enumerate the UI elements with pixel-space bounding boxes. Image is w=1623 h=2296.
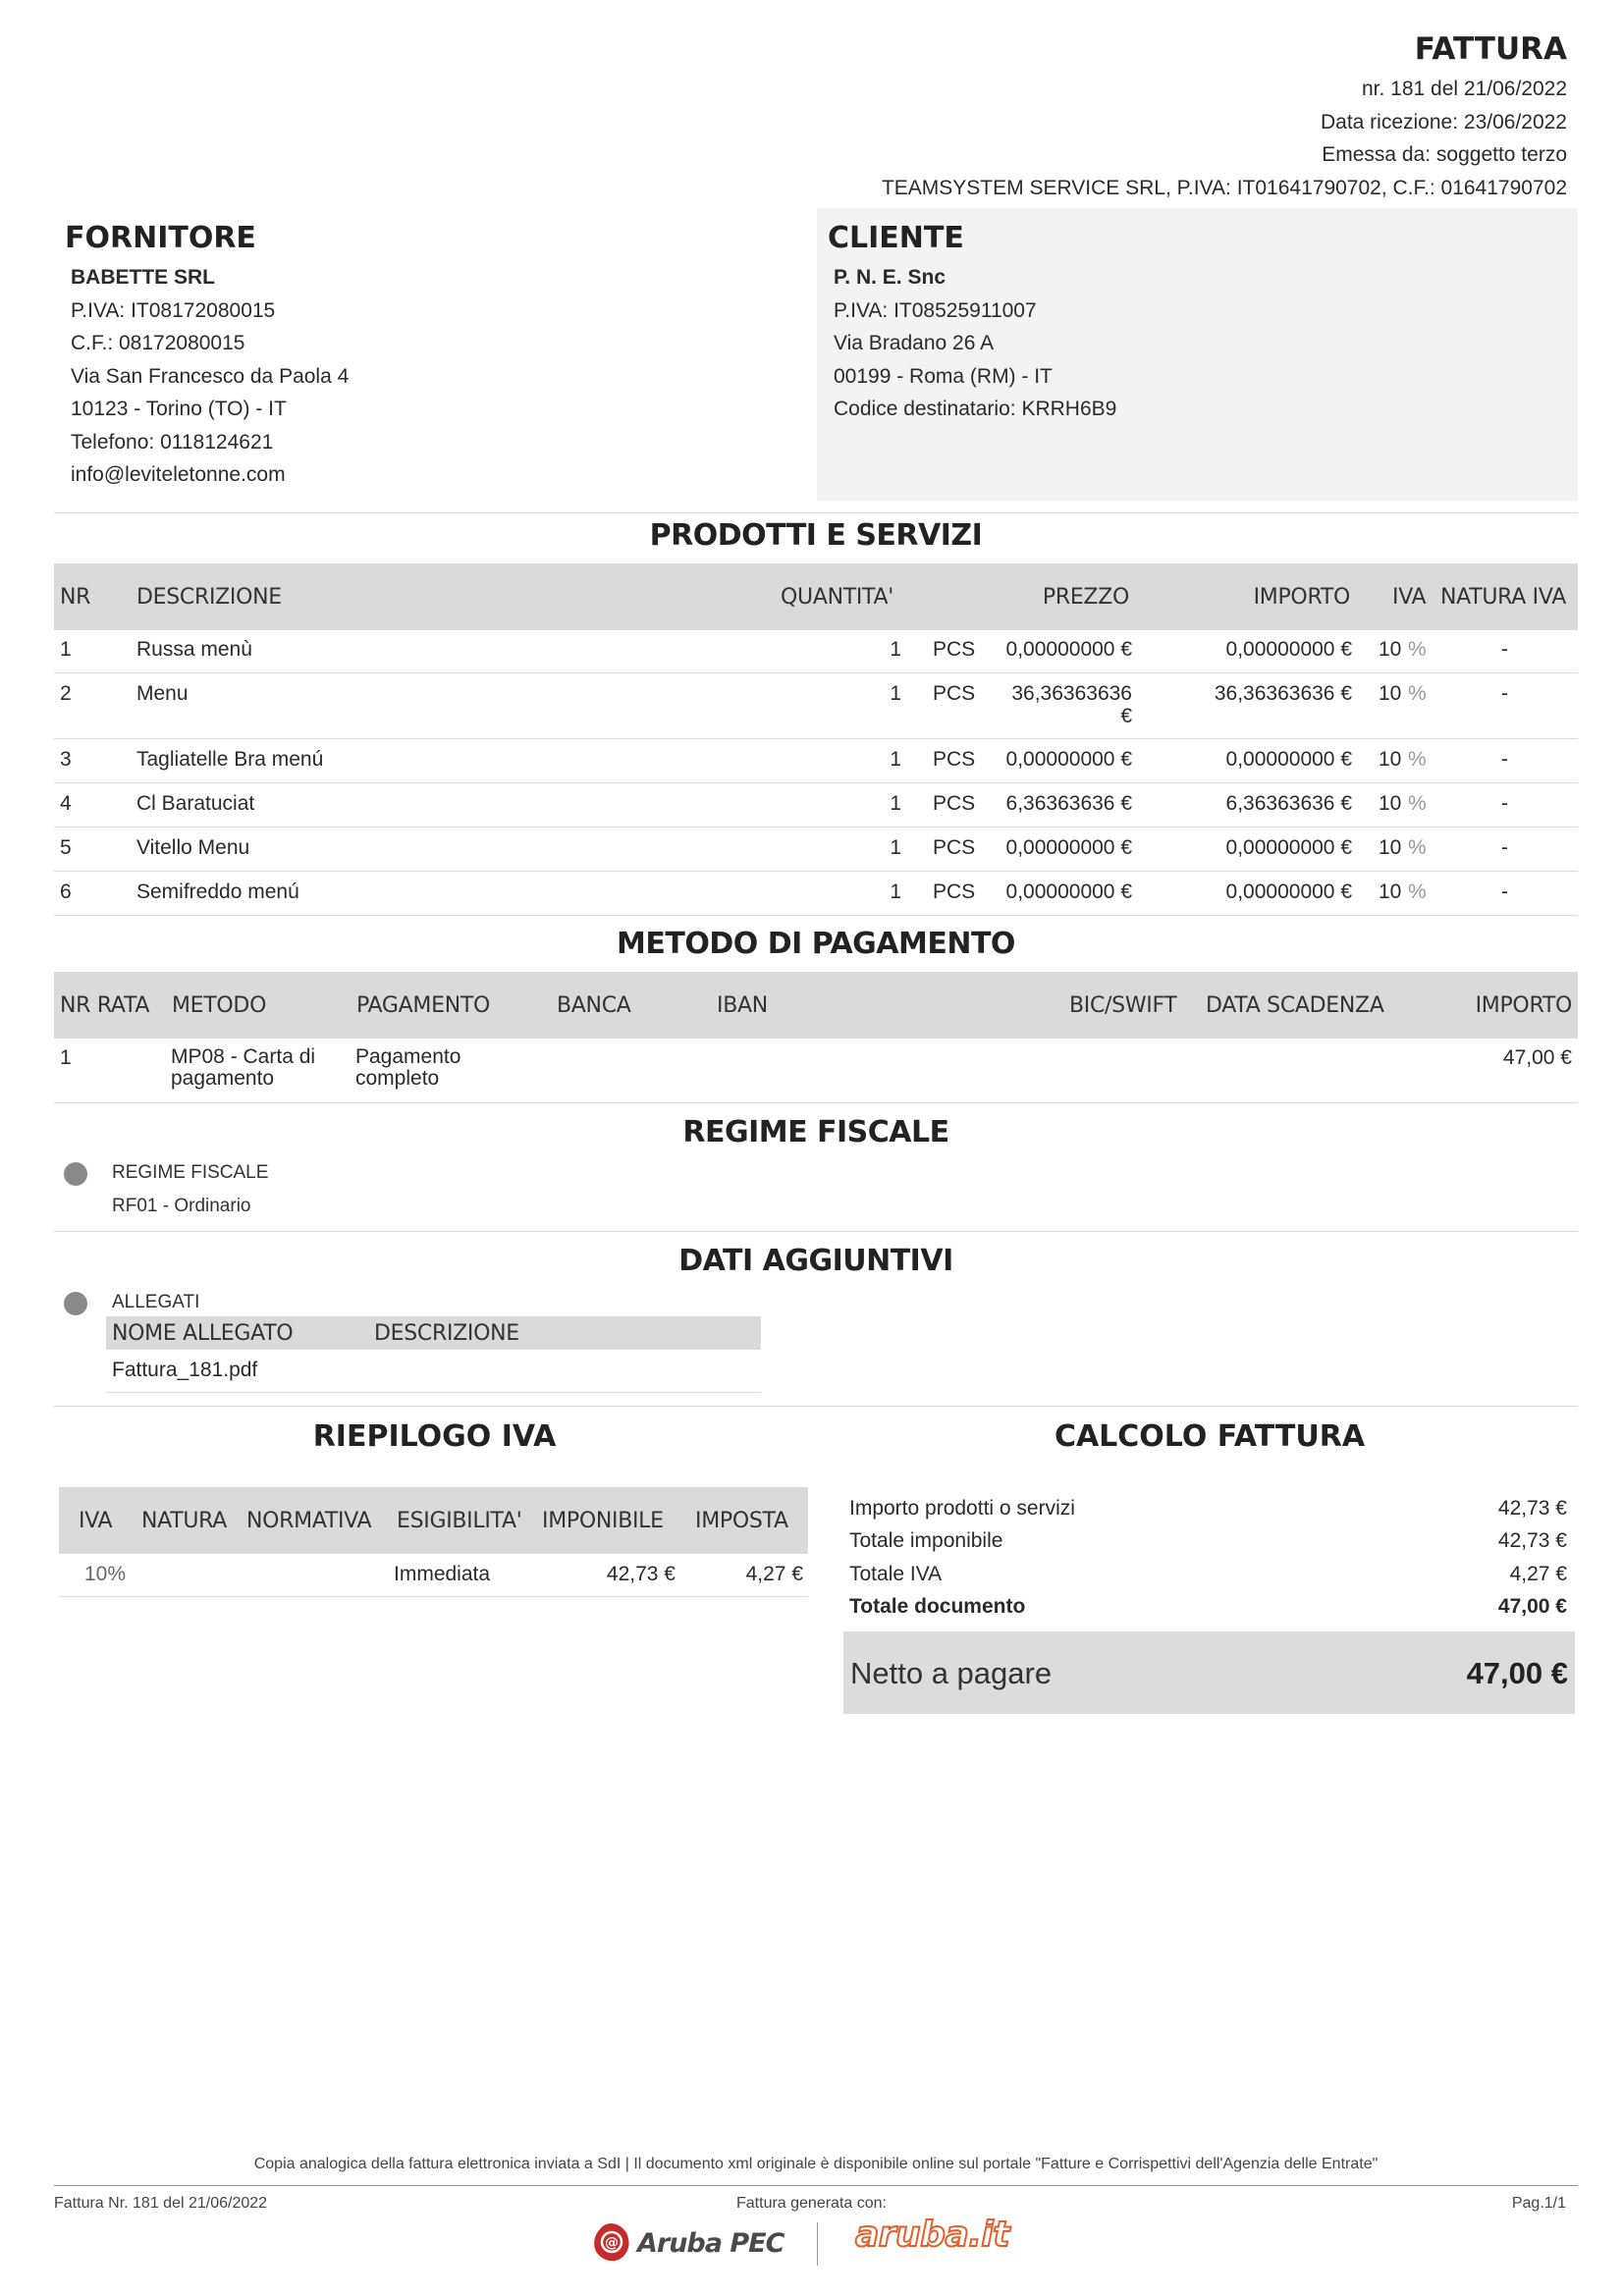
row-price: 6,36363636 €	[1005, 792, 1132, 815]
payment-table-header	[54, 972, 1578, 1039]
row-vat: 10	[1379, 748, 1402, 771]
client-city: 00199 - Roma (RM) - IT	[834, 365, 1053, 388]
row-description: Vitello Menu	[136, 836, 250, 859]
row-quantity: 1	[890, 638, 901, 661]
divider	[54, 1231, 1578, 1232]
row-unit: PCS	[933, 881, 976, 903]
supplier-address: Via San Francesco da Paola 4	[71, 365, 350, 388]
col-iban: IBAN	[717, 993, 768, 1018]
row-nature: -	[1501, 748, 1508, 771]
payment-method-line: MP08 - Carta di	[171, 1045, 316, 1068]
col-bic: BIC/SWIFT	[1069, 993, 1177, 1018]
row-unit: PCS	[933, 792, 976, 815]
row-nature: -	[1501, 638, 1508, 661]
row-quantity: 1	[890, 748, 901, 771]
col-payment-amount: IMPORTO	[1475, 993, 1572, 1018]
vat-eligibility: Immediata	[394, 1563, 491, 1585]
payment-title: METODO DI PAGAMENTO	[617, 927, 1015, 961]
row-vat-pct: %	[1408, 638, 1427, 661]
bullet-icon	[64, 1292, 87, 1315]
col-attachment-desc: DESCRIZIONE	[374, 1321, 519, 1346]
net-to-pay-label: Netto a pagare	[850, 1656, 1053, 1690]
row-description: Semifreddo menú	[136, 881, 299, 903]
col-bank: BANCA	[557, 993, 631, 1018]
client-vat: P.IVA: IT08525911007	[834, 299, 1037, 322]
calc-total-label: Totale documento	[849, 1595, 1026, 1618]
col-method: METODO	[172, 993, 267, 1018]
col-nature: NATURA	[141, 1509, 227, 1533]
row-vat-pct: %	[1408, 836, 1427, 859]
svg-text:@: @	[605, 2235, 619, 2251]
col-nr: NR	[60, 585, 91, 610]
client-block	[817, 208, 1578, 501]
calc-vat-value: 4,27 €	[1509, 1563, 1567, 1585]
row-nr: 4	[60, 792, 72, 815]
regime-label: REGIME FISCALE	[112, 1162, 269, 1183]
col-norm: NORMATIVA	[246, 1509, 372, 1533]
row-unit: PCS	[933, 682, 976, 705]
calc-products-label: Importo prodotti o servizi	[849, 1497, 1075, 1520]
row-quantity: 1	[890, 881, 901, 903]
row-nr: 2	[60, 682, 72, 705]
row-amount: 0,00000000 €	[1225, 748, 1352, 771]
col-vat-nature: NATURA IVA	[1440, 585, 1566, 610]
calc-vat-label: Totale IVA	[849, 1563, 943, 1585]
row-vat: 10	[1379, 836, 1402, 859]
row-description: Menu	[136, 682, 189, 705]
attachments-label: ALLEGATI	[112, 1292, 200, 1312]
products-table-header	[54, 563, 1578, 630]
payment-method	[171, 1046, 315, 1090]
divider	[54, 512, 1578, 513]
col-taxable: IMPONIBILE	[542, 1509, 664, 1533]
row-nature: -	[1501, 792, 1508, 815]
row-vat: 10	[1379, 881, 1402, 903]
col-price: PREZZO	[1042, 585, 1129, 610]
payment-method-line: pagamento	[171, 1067, 275, 1090]
issued-by: Emessa da: soggetto terzo	[1322, 143, 1567, 166]
supplier-title: FORNITORE	[65, 221, 256, 255]
row-nature: -	[1501, 836, 1508, 859]
row-price: 0,00000000 €	[1005, 638, 1132, 661]
footer-divider	[54, 2185, 1578, 2186]
row-description: Tagliatelle Bra menú	[136, 748, 324, 771]
col-attachment-name: NOME ALLEGATO	[112, 1321, 294, 1346]
aruba-pec-wordmark: Aruba PEC	[637, 2228, 784, 2259]
client-name: P. N. E. Snc	[834, 266, 946, 289]
calc-taxable-label: Totale imponibile	[849, 1529, 1003, 1552]
row-nr: 6	[60, 881, 72, 903]
row-price: 0,00000000 €	[1005, 836, 1132, 859]
col-vat-rate: IVA	[79, 1509, 113, 1533]
row-quantity: 1	[890, 682, 901, 705]
row-description: Russa menù	[136, 638, 252, 661]
row-description: Cl Baratuciat	[136, 792, 255, 815]
row-divider	[54, 738, 1578, 739]
row-divider	[54, 782, 1578, 783]
attachment-file: Fattura_181.pdf	[112, 1359, 258, 1381]
row-amount: 36,36363636 €	[1214, 682, 1352, 705]
row-divider	[106, 1392, 761, 1393]
row-unit: PCS	[933, 748, 976, 771]
supplier-email: info@leviteletonne.com	[71, 463, 286, 486]
extra-title: DATI AGGIUNTIVI	[678, 1244, 953, 1278]
divider	[54, 1406, 1578, 1407]
row-nr: 3	[60, 748, 72, 771]
payment-status-line: completo	[355, 1067, 440, 1090]
row-amount: 0,00000000 €	[1225, 836, 1352, 859]
vat-summary-title: RIEPILOGO IVA	[312, 1419, 557, 1454]
payment-status	[355, 1046, 460, 1090]
payment-status-line: Pagamento	[355, 1045, 461, 1068]
logo-divider	[817, 2222, 818, 2266]
client-title: CLIENTE	[828, 221, 964, 255]
row-vat: 10	[1379, 792, 1402, 815]
row-quantity: 1	[890, 792, 901, 815]
row-price: 36,36363636	[1011, 682, 1132, 705]
invoice-number: nr. 181 del 21/06/2022	[1361, 78, 1567, 100]
col-payment: PAGAMENTO	[356, 993, 491, 1018]
supplier-name: BABETTE SRL	[71, 266, 215, 289]
aruba-it-logo: aruba.it	[855, 2215, 1009, 2255]
vat-rate: 10%	[84, 1563, 127, 1585]
row-vat: 10	[1379, 682, 1402, 705]
supplier-phone: Telefono: 0118124621	[71, 431, 274, 454]
row-nature: -	[1501, 881, 1508, 903]
invoice-title: FATTURA	[1414, 31, 1567, 67]
vat-taxable: 42,73 €	[606, 1563, 676, 1585]
client-address: Via Bradano 26 A	[834, 332, 995, 354]
row-amount: 0,00000000 €	[1225, 881, 1352, 903]
row-vat-pct: %	[1408, 682, 1427, 705]
row-unit: PCS	[933, 836, 976, 859]
wax-seal-icon	[592, 2221, 631, 2263]
payment-amount: 47,00 €	[1502, 1046, 1572, 1069]
row-vat-pct: %	[1408, 748, 1427, 771]
row-price-currency: €	[1120, 705, 1132, 727]
row-price: 0,00000000 €	[1005, 748, 1132, 771]
row-divider	[59, 1596, 808, 1597]
calc-total-value: 47,00 €	[1497, 1595, 1567, 1618]
row-divider	[54, 827, 1578, 828]
row-nature: -	[1501, 682, 1508, 705]
row-divider	[54, 915, 1578, 916]
col-eligibility: ESIGIBILITA'	[397, 1509, 522, 1533]
row-quantity: 1	[890, 836, 901, 859]
col-description: DESCRIZIONE	[136, 585, 282, 610]
supplier-fiscal-code: C.F.: 08172080015	[71, 332, 245, 354]
calc-products-value: 42,73 €	[1497, 1497, 1567, 1520]
attachments-table-header	[106, 1316, 761, 1350]
supplier-block	[54, 208, 800, 501]
calc-title: CALCOLO FATTURA	[1054, 1419, 1366, 1454]
vat-summary-header	[59, 1487, 808, 1554]
row-nr: 5	[60, 836, 72, 859]
regime-value: RF01 - Ordinario	[112, 1196, 251, 1216]
col-amount: IMPORTO	[1253, 585, 1350, 610]
row-vat-pct: %	[1408, 792, 1427, 815]
supplier-city: 10123 - Torino (TO) - IT	[71, 398, 287, 420]
col-installment: NR RATA	[60, 993, 150, 1018]
calc-taxable-value: 42,73 €	[1497, 1529, 1567, 1552]
row-price: 0,00000000 €	[1005, 881, 1132, 903]
row-vat-pct: %	[1408, 881, 1427, 903]
row-divider	[54, 672, 1578, 673]
supplier-vat: P.IVA: IT08172080015	[71, 299, 276, 322]
products-title: PRODOTTI E SERVIZI	[649, 518, 983, 553]
client-recipient-code: Codice destinatario: KRRH6B9	[834, 398, 1117, 420]
footer-page-number: Pag.1/1	[1511, 2195, 1566, 2212]
footer-invoice-ref: Fattura Nr. 181 del 21/06/2022	[54, 2195, 268, 2212]
net-to-pay-box	[843, 1631, 1575, 1714]
col-vat: IVA	[1392, 585, 1427, 610]
row-amount: 0,00000000 €	[1225, 638, 1352, 661]
row-divider	[54, 1102, 1578, 1103]
issuer-info: TEAMSYSTEM SERVICE SRL, P.IVA: IT01641790702, C.F.: 01641790702	[881, 177, 1567, 199]
col-due-date: DATA SCADENZA	[1206, 993, 1384, 1018]
row-vat: 10	[1379, 638, 1402, 661]
col-quantity: QUANTITA'	[781, 585, 893, 610]
footer-generated-with: Fattura generata con:	[736, 2195, 887, 2212]
bullet-icon	[64, 1162, 87, 1186]
row-unit: PCS	[933, 638, 976, 661]
received-date: Data ricezione: 23/06/2022	[1320, 111, 1567, 133]
row-nr: 1	[60, 638, 72, 661]
vat-tax: 4,27 €	[745, 1563, 803, 1585]
col-tax: IMPOSTA	[695, 1509, 788, 1533]
regime-title: REGIME FISCALE	[682, 1115, 949, 1149]
footer-notice: Copia analogica della fattura elettronica inviata a SdI | Il documento xml originale è disponibile online sul portale "Fatture e Corrispettivi dell'Agenzia delle Entrate"	[253, 2156, 1379, 2172]
row-divider	[54, 871, 1578, 872]
net-to-pay-value: 47,00 €	[1466, 1656, 1568, 1690]
payment-nr: 1	[60, 1046, 72, 1069]
row-amount: 6,36363636 €	[1225, 792, 1352, 815]
